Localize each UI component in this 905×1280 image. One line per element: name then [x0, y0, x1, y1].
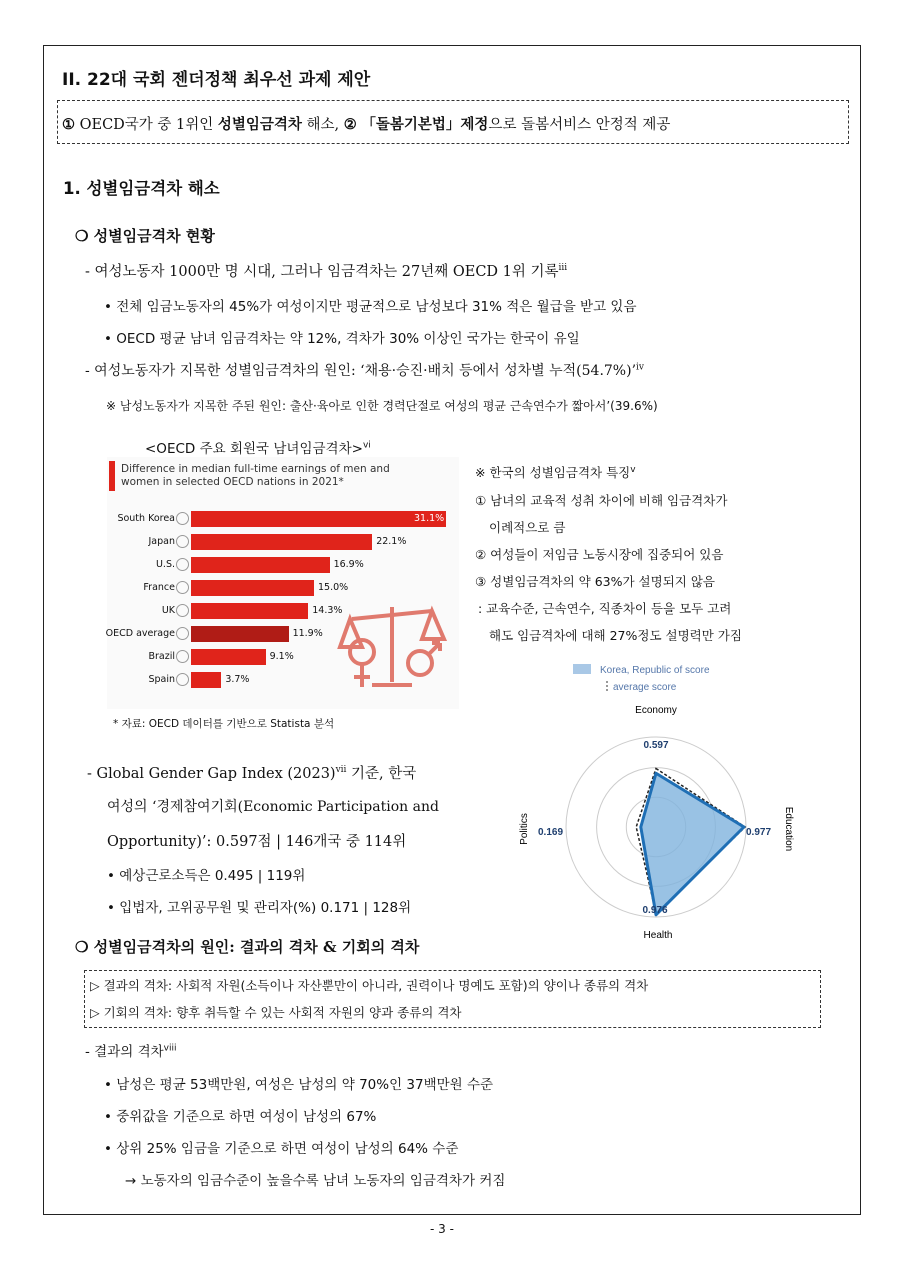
summary-part-2: 해소,: [306, 117, 340, 133]
footnote-ref-viii: viii: [163, 1043, 177, 1054]
bar-value-label: 9.1%: [269, 651, 294, 662]
radar-legend-avg: average score: [613, 682, 677, 693]
bar-category-label: Brazil: [148, 651, 175, 662]
bar-value-label: 22.1%: [376, 536, 407, 547]
summary-num-1: ①: [62, 116, 75, 133]
gggi-line-1-text: - Global Gender Gap Index (2023): [87, 766, 336, 782]
line-3: [85, 1040, 177, 1060]
bar: [191, 511, 446, 527]
country-flag-icon: [176, 604, 189, 617]
summary-part-1: OECD국가 중 1위인: [79, 117, 214, 133]
radar-korea-polygon: [641, 773, 744, 915]
bar-value-label: 11.9%: [292, 628, 323, 639]
bar-category-label: Japan: [148, 536, 175, 547]
radar-axis-politics: Politics: [519, 813, 530, 845]
bar: [191, 672, 221, 688]
bar-category-label: Spain: [148, 674, 175, 685]
feature-item-3c: 해도 임금격차에 대해 27%정도 설명력만 가짐: [489, 628, 742, 643]
radar-value-health: 0.976: [642, 905, 668, 916]
bar-chart: [107, 457, 459, 709]
summary-term-1: 성별임금격차: [217, 116, 302, 133]
radar-value-politics: 0.169: [538, 827, 564, 838]
chart-title: Difference in median full-time earnings of men and women in selected OECD nations in 2021*: [121, 463, 390, 488]
bar-value-label: 14.3%: [312, 605, 343, 616]
heading-1: 1. 성별임금격차 해소: [63, 179, 220, 198]
bullet-1: • 전체 임금노동자의 45%가 여성이지만 평균적으로 남성보다 31% 적은 월급을 받고 있음: [104, 299, 637, 315]
footnote-ref-vi: vi: [362, 440, 371, 451]
chart-caption-text: <OECD 주요 회원국 남녀임금격차>: [145, 441, 363, 457]
feature-item-1b: 이례적으로 큼: [489, 520, 566, 535]
page-number: - 3 -: [430, 1222, 454, 1236]
gggi-line-3: Opportunity)’: 0.597점 | 146개국 중 114위: [107, 834, 407, 850]
line-1: [85, 260, 567, 281]
section-title: II. 22대 국회 젠더정책 최우선 과제 제안: [62, 70, 371, 90]
bar: [191, 534, 372, 550]
bar-category-label: OECD average: [105, 628, 175, 639]
feature-item-3: ③ 성별임금격차의 약 63%가 설명되지 않음: [475, 574, 715, 589]
bullet-5: • 상위 25% 임금을 기준으로 하면 여성이 남성의 64% 수준: [104, 1141, 459, 1157]
bullet-3: • 남성은 평균 53백만원, 여성은 남성의 약 70%인 37백만원 수준: [104, 1077, 494, 1093]
bar: [191, 580, 314, 596]
bullet-4: • 중위값을 기준으로 하면 여성이 남성의 67%: [104, 1109, 377, 1125]
bar-category-label: South Korea: [117, 513, 175, 524]
chart-title-accent: [109, 461, 115, 491]
country-flag-icon: [176, 581, 189, 594]
country-flag-icon: [176, 627, 189, 640]
summary-term-2: 「돌봄기본법」제정: [361, 116, 489, 133]
country-flag-icon: [176, 673, 189, 686]
radar-value-education: 0.977: [746, 827, 772, 838]
country-flag-icon: [176, 535, 189, 548]
line-2-text: - 여성노동자가 지목한 성별임금격차의 원인: ‘채용·승진·배치 등에서 성차별 누적(54.7%)’: [85, 363, 637, 379]
radar-value-economy: 0.597: [643, 740, 669, 751]
country-flag-icon: [176, 650, 189, 663]
definition-2: ▷ 기회의 격차: 향후 취득할 수 있는 사회적 자원의 양과 종류의 격차: [90, 1005, 462, 1020]
radar-axis-economy: Economy: [635, 705, 677, 716]
country-flag-icon: [176, 558, 189, 571]
footnote-ref-iv: iv: [636, 362, 644, 373]
bullet-2: • OECD 평균 남녀 임금격차는 약 12%, 격차가 30% 이상인 국가는 한국이 유일: [104, 331, 580, 347]
bar-category-label: UK: [161, 605, 175, 616]
country-flag-icon: [176, 512, 189, 525]
bar-value-label: 31.1%: [414, 513, 445, 524]
chart-source: * 자료: OECD 데이터를 기반으로 Statista 분석: [113, 718, 335, 730]
radar-axis-health: Health: [643, 930, 673, 941]
footnote-ref-v: v: [630, 464, 636, 475]
gggi-line-1-tail: 기준, 한국: [346, 766, 417, 782]
summary-text: [62, 113, 670, 134]
radar-legend-swatch: [573, 664, 591, 674]
radar-chart: [510, 655, 800, 945]
summary-num-2: ②: [343, 116, 357, 133]
feature-item-1: ① 남녀의 교육적 성취 차이에 비해 임금격차가: [475, 493, 728, 508]
feature-item-2: ② 여성들이 저임금 노동시장에 집중되어 있음: [475, 547, 724, 562]
gggi-bullet-2: • 입법자, 고위공무원 및 관리자(%) 0.171 | 128위: [107, 900, 412, 916]
line-1-text: - 여성노동자 1000만 명 시대, 그러나 임금격차는 27년째 OECD 1위 기록: [85, 264, 559, 280]
chart-caption: [145, 437, 371, 457]
feature-item-3b: : 교육수준, 근속연수, 직종차이 등을 모두 고려: [478, 601, 732, 616]
footnote-ref-vii: vii: [335, 765, 347, 776]
bar-value-label: 15.0%: [317, 582, 349, 593]
bar-category-label: France: [143, 582, 175, 593]
radar-legend-series: Korea, Republic of score: [600, 665, 710, 676]
bar: [191, 649, 266, 665]
subheading-1: ❍ 성별임금격차 현황: [75, 227, 215, 245]
arrow-line: → 노동자의 임금수준이 높을수록 남녀 노동자의 임금격차가 커짐: [125, 1173, 506, 1189]
gggi-bullet-1: • 예상근로소득은 0.495 | 119위: [107, 868, 306, 884]
korea-features-title: [475, 463, 636, 481]
scale-illustration: [332, 597, 452, 697]
bar: [191, 557, 330, 573]
bar-category-label: U.S.: [155, 559, 175, 570]
summary-part-3: 으로 돌봄서비스 안정적 제공: [488, 117, 671, 133]
definition-1: ▷ 결과의 격차: 사회적 자원(소득이나 자산뿐만이 아니라, 권력이나 명예도 포함)의 양이나 종류의 격차: [90, 978, 649, 993]
gggi-line-1: [87, 762, 416, 783]
gggi-line-2: 여성의 ‘경제참여기회(Economic Participation and: [107, 799, 439, 815]
subheading-2: ❍ 성별임금격차의 원인: 결과의 격차 & 기회의 격차: [75, 938, 420, 956]
line-2: [85, 360, 644, 380]
footnote-ref-iii: iii: [558, 263, 568, 274]
korea-features-title-text: ※ 한국의 성별임금격차 특징: [475, 465, 631, 480]
line-3-text: - 결과의 격차: [85, 1044, 164, 1060]
bar: [191, 603, 308, 619]
note-1: ※ 남성노동자가 지목한 주된 원인: 출산·육아로 인한 경력단절로 여성의 평균 근속연수가 짧아서’(39.6%): [106, 399, 658, 413]
bar: [191, 626, 289, 642]
bar-value-label: 16.9%: [333, 559, 364, 570]
bar-value-label: 3.7%: [225, 674, 250, 685]
radar-axis-education: Education: [783, 806, 794, 852]
